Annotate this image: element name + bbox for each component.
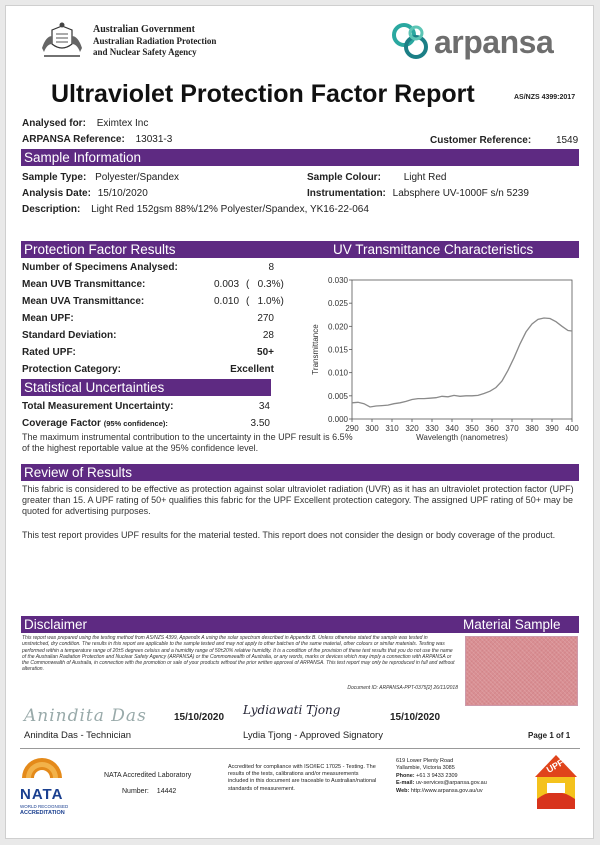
description: Description: Light Red 152gsm 88%/12% Polyester/Spandex, YK16-22-064 xyxy=(22,204,369,215)
coverage-factor: Coverage Factor (95% confidence): 3.50 xyxy=(22,418,270,429)
protection-row-percent: ( 1.0%) xyxy=(246,296,284,307)
nata-wordmark: NATA xyxy=(20,786,64,803)
protection-row-label: Rated UPF: xyxy=(22,347,76,358)
protection-row-value: 0.010 xyxy=(214,296,240,307)
disclaimer-header: Disclaimer xyxy=(21,616,457,633)
x-tick-label: 400 xyxy=(565,424,579,433)
signature-2-name: Lydia Tjong - Approved Signatory xyxy=(243,730,383,741)
protection-row-label: Standard Deviation: xyxy=(22,330,117,341)
y-tick-label: 0.000 xyxy=(327,415,348,424)
analysis-date: Analysis Date: 15/10/2020 xyxy=(22,188,148,199)
protection-row-percent: ( 0.3%) xyxy=(246,279,284,290)
protection-row-value: Excellent xyxy=(230,364,274,375)
standard-ref: AS/NZS 4399:2017 xyxy=(514,94,576,101)
material-sample-header: Material Sample xyxy=(457,616,579,633)
x-tick-label: 390 xyxy=(545,424,559,433)
sample-colour: Sample Colour: Light Red xyxy=(307,172,447,183)
series-line xyxy=(352,318,572,407)
x-axis-label: Wavelength (nanometres) xyxy=(416,433,508,442)
sample-info-header: Sample Information xyxy=(21,149,579,166)
protection-header: Protection Factor Results xyxy=(21,241,311,258)
signature-1-date: 15/10/2020 xyxy=(174,712,225,723)
protection-row xyxy=(22,347,274,364)
review-paragraph-2: This test report provides UPF results for the material tested. This report does not consider the design or body coverage of the product. xyxy=(22,530,556,540)
uncertainty-note: The maximum instrumental contribution to the uncertainty in the UPF result is 6.5% of the highest reportable value at the 95% confidence level. xyxy=(22,432,353,453)
contact-block xyxy=(396,758,516,795)
analysed-for: Analysed for: Eximtex Inc xyxy=(22,118,149,129)
report-title: Ultraviolet Protection Factor Report xyxy=(51,80,475,108)
uv-transmittance-chart xyxy=(306,264,586,446)
y-axis-label: Transmittance xyxy=(311,324,320,375)
protection-row xyxy=(22,313,274,330)
protection-row-label: Number of Specimens Analysed: xyxy=(22,262,178,273)
footer-divider xyxy=(20,748,580,749)
protection-row-label: Protection Category: xyxy=(22,364,121,375)
y-tick-label: 0.015 xyxy=(327,345,348,355)
protection-row-label: Mean UPF: xyxy=(22,313,74,324)
gov-line1: Australian Government xyxy=(93,24,195,35)
x-tick-label: 340 xyxy=(445,424,459,433)
protection-row-value: 270 xyxy=(257,313,274,324)
arpansa-reference: ARPANSA Reference: 13031-3 xyxy=(22,134,173,145)
protection-row-value: 0.003 xyxy=(214,279,240,290)
disclaimer-text: This report was prepared using the testing method from AS/NZS 4399, Appendix A using the solar spectrum described in Appendix B. Unless otherwise stated the sample was tested in unstretched, dry condition. The results in this report are applicable to the sample tested and may not apply to other batches of the same material, other colours or similar materials. Testing was performed within a temperature range of 20±5 degrees celsius and a humidity range of 50±20% relative humidity. It is a condition of the provision of these test results that you do not use the name of the Australian Radiation Protection and Nuclear Safety Agency (ARPANSA) or the Commonwealth of Australia, or any words, marks or devices which may imply a connection with ARPANSA or the Commonwealth of Australia, in connection with the promotion or sale of your products without the prior written approval of ARPANSA. This test report may only be reproduced in full and without alteration. xyxy=(22,635,455,673)
page-number: Page 1 of 1 xyxy=(528,731,571,740)
protection-row xyxy=(22,296,284,313)
protection-row-label: Mean UVA Transmittance: xyxy=(22,296,145,307)
gov-line2: Australian Radiation Protection xyxy=(93,36,217,46)
crest-icon xyxy=(38,22,86,62)
x-tick-label: 380 xyxy=(525,424,539,433)
plot-frame xyxy=(352,280,572,419)
x-tick-label: 360 xyxy=(485,424,499,433)
protection-row xyxy=(22,330,274,347)
gov-line3: and Nuclear Safety Agency xyxy=(93,47,197,57)
protection-rows xyxy=(22,262,284,381)
nata-logo-icon xyxy=(20,756,64,790)
nata-sub-2: ACCREDITATION xyxy=(20,810,65,816)
arpansa-brand: arpansa xyxy=(434,24,554,60)
signature-1-name: Anindita Das - Technician xyxy=(24,730,132,741)
address-line-2: Yallambie, Victoria 3085 xyxy=(396,765,455,772)
x-tick-label: 330 xyxy=(425,424,439,433)
signature-2: Lydiawati Tjong xyxy=(243,703,341,717)
address-line-1: 619 Lower Plenty Road xyxy=(396,758,454,764)
protection-row xyxy=(22,262,274,279)
web-line[interactable]: Web: http://www.arpansa.gov.au/uv xyxy=(396,787,483,794)
protection-row-label: Mean UVB Transmittance: xyxy=(22,279,146,290)
total-uncertainty: Total Measurement Uncertainty: 34 xyxy=(22,401,270,412)
nata-lab: NATA Accredited Laboratory xyxy=(104,772,192,779)
nata-number: Number: 14442 xyxy=(122,788,177,795)
y-tick-label: 0.005 xyxy=(327,391,348,401)
signature-2-date: 15/10/2020 xyxy=(390,712,441,723)
upf-badge-text: UPF xyxy=(544,757,566,775)
protection-row-value: 28 xyxy=(262,330,274,341)
uncertainty-header: Statistical Uncertainties xyxy=(21,379,271,396)
review-header: Review of Results xyxy=(21,464,579,481)
signature-1: Anindita Das xyxy=(24,706,147,726)
protection-row-value: 50+ xyxy=(257,347,274,358)
sample-type: Sample Type: Polyester/Spandex xyxy=(22,172,180,183)
x-tick-label: 370 xyxy=(505,424,519,433)
accreditation-text: Accredited for compliance with ISO/IEC 17025 - Testing. The results of the tests, calibrations and/or measurements included in this document are traceable to Australian/national standards of measurement. xyxy=(228,764,377,792)
phone-line: Phone: +61 3 9433 2309 xyxy=(396,772,458,779)
nata-sub-1: WORLD RECOGNISED xyxy=(20,804,69,809)
x-tick-label: 310 xyxy=(385,424,399,433)
protection-row-value: 8 xyxy=(268,262,274,273)
instrumentation: Instrumentation: Labsphere UV-1000F s/n 5239 xyxy=(307,188,529,199)
arpansa-logo-icon xyxy=(389,20,431,62)
review-paragraph-1: This fabric is considered to be effective as protection against solar ultraviolet radiation (UVR) as it has an ultraviolet protection factor (UPF) greater than 15. A UPF rating of 50+ qualifies this fabric for the UPF Excellent protection category. The assigned UPF rating of 50+ may be quoted for advertising purposes. xyxy=(22,484,574,516)
disclaimer-doc-id: Document ID: ARPANSA-PPT-0375[2] 26/11/2018 xyxy=(347,685,458,691)
x-tick-label: 290 xyxy=(345,424,359,433)
y-tick-label: 0.020 xyxy=(327,322,348,332)
y-tick-label: 0.025 xyxy=(327,299,348,309)
chart-header: UV Transmittance Characteristics xyxy=(311,241,579,258)
customer-reference: Customer Reference: 1549 xyxy=(430,135,579,146)
email-line[interactable]: E-mail: uv-services@arpansa.gov.au xyxy=(396,780,487,787)
y-tick-label: 0.030 xyxy=(327,276,348,285)
protection-row xyxy=(22,279,284,296)
material-swatch xyxy=(465,636,578,706)
x-tick-label: 350 xyxy=(465,424,479,433)
x-tick-label: 300 xyxy=(365,424,379,433)
y-tick-label: 0.010 xyxy=(327,368,348,378)
report-page xyxy=(5,5,594,839)
x-tick-label: 320 xyxy=(405,424,419,433)
